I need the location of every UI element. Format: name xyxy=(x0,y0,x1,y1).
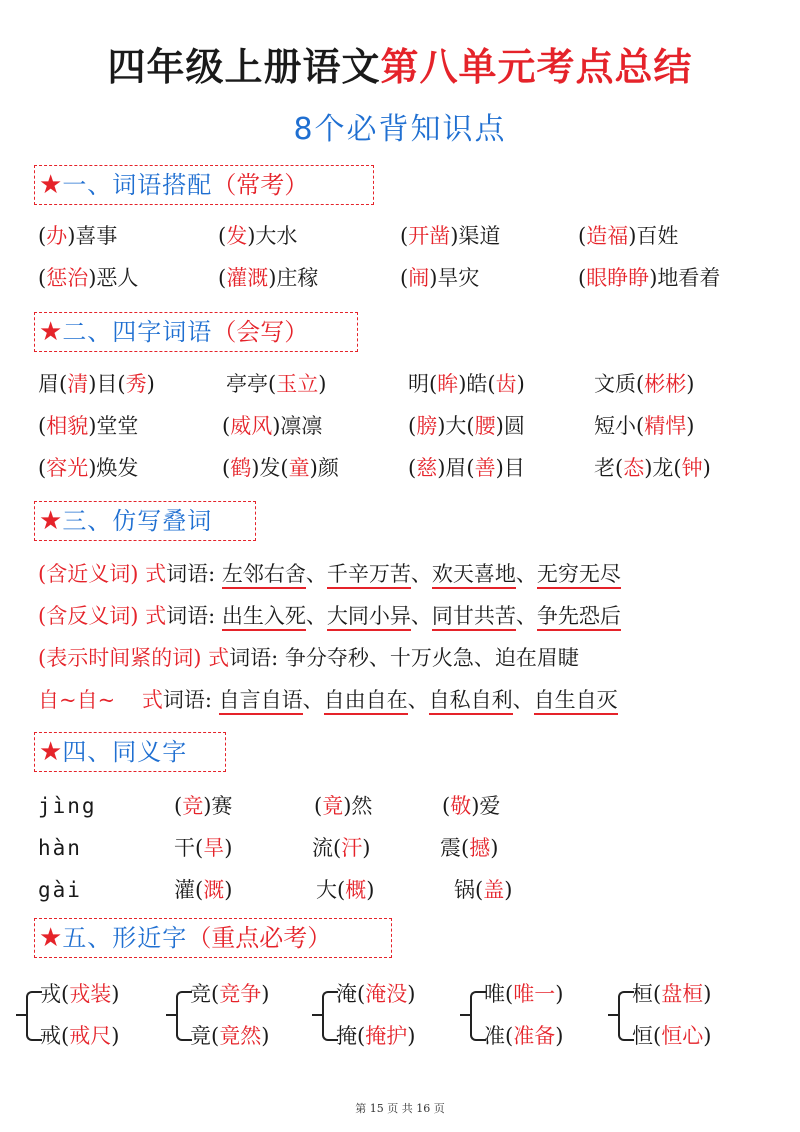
idiom-item: 短小(精悍) xyxy=(594,414,695,438)
similar-char-item: 竟(竟然) xyxy=(190,1024,270,1048)
synonym-item: 灌(溉) xyxy=(174,878,233,902)
idiom-item: (膀)大(腰)圆 xyxy=(408,414,525,438)
idiom-item: (威风)凛凛 xyxy=(222,414,323,438)
idiom-item: 老(态)龙(钟) xyxy=(594,456,711,480)
pattern-row: (表示时间紧的词) 式词语: 争分夺秒、十万火急、迫在眉睫 xyxy=(38,646,579,670)
section-note: （常考） xyxy=(212,171,309,199)
section-2-body xyxy=(0,368,800,484)
synonym-item: (竟)然 xyxy=(314,794,373,818)
section-note: （重点必考） xyxy=(187,924,332,952)
idiom-row xyxy=(0,368,800,400)
pattern-row: (含反义词) 式词语: 出生入死、大同小异、同甘共苦、争先恐后 xyxy=(38,600,778,632)
title-black: 四年级上册语文 xyxy=(107,45,381,89)
idiom-item: (容光)焕发 xyxy=(38,456,139,480)
section-4-body xyxy=(0,790,800,906)
phrase-item: (闹)旱灾 xyxy=(400,266,480,290)
similar-char-item: 淹(淹没) xyxy=(336,982,416,1006)
similar-char-item: 戒(戒尺) xyxy=(40,1024,120,1048)
idiom-item: (慈)眉(善)目 xyxy=(408,456,525,480)
synonym-item: 大(概) xyxy=(316,878,375,902)
section-heading: 一、词语搭配 xyxy=(62,171,213,199)
similar-char-item: 竞(竞争) xyxy=(190,982,270,1006)
idiom-item: 明(眸)皓(齿) xyxy=(408,372,525,396)
pattern-row: 自~自~ 式词语: 自言自语、自由自在、自私自利、自生自灭 xyxy=(38,684,778,716)
idiom-row xyxy=(0,452,800,484)
phrase-row xyxy=(0,262,800,294)
star-icon: ★ xyxy=(39,170,63,200)
idiom-item: 文质(彬彬) xyxy=(594,372,695,396)
star-icon: ★ xyxy=(39,923,63,953)
phrase-item: (造福)百姓 xyxy=(578,224,679,248)
idiom-row xyxy=(0,410,800,442)
star-icon: ★ xyxy=(39,317,63,347)
similar-char-item: 唯(唯一) xyxy=(484,982,564,1006)
star-icon: ★ xyxy=(39,506,63,536)
synonym-item: 流(汗) xyxy=(312,836,371,860)
section-heading: 二、四字词语 xyxy=(62,318,213,346)
title-red: 第八单元考点总结 xyxy=(380,45,693,89)
synonym-row xyxy=(0,790,800,822)
similar-char-item: 准(准备) xyxy=(484,1024,564,1048)
section-heading: 五、形近字 xyxy=(62,924,188,952)
section-1-header xyxy=(34,165,374,205)
pinyin: hàn xyxy=(38,836,82,860)
idiom-item: 亭亭(玉立) xyxy=(226,372,327,396)
synonym-item: 震(撼) xyxy=(440,836,499,860)
idiom-item: (相貌)堂堂 xyxy=(38,414,139,438)
pinyin: gài xyxy=(38,878,82,902)
synonym-item: 干(旱) xyxy=(174,836,233,860)
phrase-item: (眼睁睁)地看着 xyxy=(578,266,721,290)
section-3-header xyxy=(34,501,256,541)
similar-char-item: 掩(掩护) xyxy=(336,1024,416,1048)
star-icon: ★ xyxy=(39,737,63,767)
synonym-row xyxy=(0,832,800,864)
section-1-body xyxy=(0,220,800,294)
synonym-item: (竞)赛 xyxy=(174,794,233,818)
synonym-item: (敬)爱 xyxy=(442,794,501,818)
idiom-item: 眉(清)目(秀) xyxy=(38,372,155,396)
similar-char-item: 桓(盘桓) xyxy=(632,982,712,1006)
similar-char-item: 恒(恒心) xyxy=(632,1024,712,1048)
idiom-item: (鹤)发(童)颜 xyxy=(222,456,339,480)
synonym-row xyxy=(0,874,800,906)
phrase-item: (办)喜事 xyxy=(38,224,118,248)
synonym-item: 锅(盖) xyxy=(454,878,513,902)
phrase-item: (惩治)恶人 xyxy=(38,266,139,290)
phrase-item: (开凿)渠道 xyxy=(400,224,501,248)
section-5-body xyxy=(0,978,800,1058)
pinyin: jìng xyxy=(38,794,97,818)
section-5-header xyxy=(34,918,392,958)
section-2-header xyxy=(34,312,358,352)
page-title xyxy=(0,36,800,91)
phrase-item: (灌溉)庄稼 xyxy=(218,266,319,290)
section-3-body xyxy=(38,558,778,716)
similar-char-item: 戎(戎装) xyxy=(40,982,120,1006)
phrase-item: (发)大水 xyxy=(218,224,298,248)
section-note: （会写） xyxy=(212,318,309,346)
phrase-row xyxy=(0,220,800,252)
section-4-header xyxy=(34,732,226,772)
section-heading: 三、仿写叠词 xyxy=(62,507,213,535)
pattern-row: (含近义词) 式词语: 左邻右舍、千辛万苦、欢天喜地、无穷无尽 xyxy=(38,558,778,590)
section-heading: 四、同义字 xyxy=(62,738,188,766)
page-footer: 第 15 页 共 16 页 xyxy=(355,1102,445,1115)
page-subtitle: 8个必背知识点 xyxy=(293,112,507,147)
